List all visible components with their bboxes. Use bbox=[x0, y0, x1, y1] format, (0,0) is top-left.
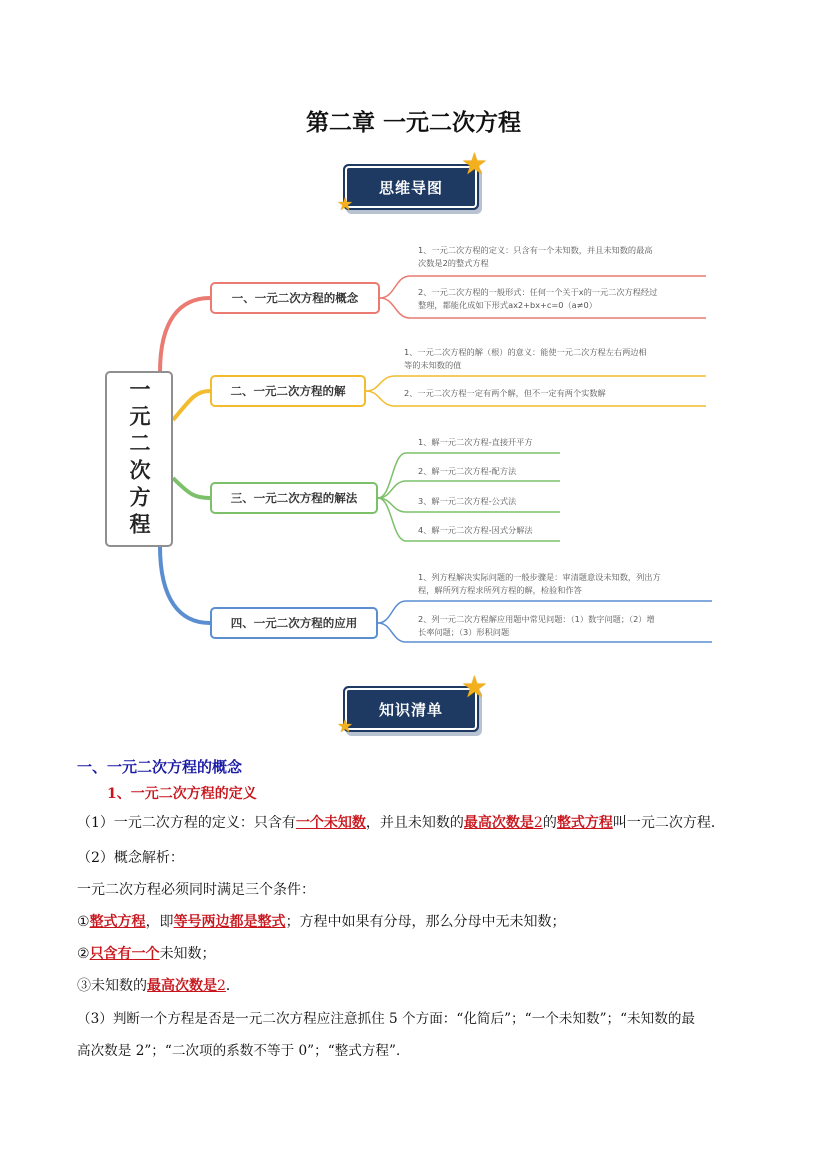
mindmap-leaf: 2、列一元二次方程解应用题中常见问题：（1）数字问题；（2）增 长率问题；（3）形积问题 bbox=[418, 614, 655, 637]
analysis-heading: （2）概念解析： bbox=[77, 850, 184, 866]
mindmap-branch-label: 三、一元二次方程的解法 bbox=[230, 491, 358, 505]
condition-1: ①整式方程，即等号两边都是整式；方程中如果有分母，那么分母中无未知数； bbox=[77, 914, 566, 930]
mindmap-leaf: 2、一元二次方程一定有两个解，但不一定有两个实数解 bbox=[404, 388, 606, 398]
mindmap-branch-label: 二、一元二次方程的解 bbox=[230, 384, 346, 398]
mindmap-branch-solution bbox=[210, 375, 366, 407]
mindmap-leaf: 3、解一元二次方程-公式法 bbox=[418, 496, 517, 506]
star-icon-small: ★ bbox=[337, 716, 354, 737]
judgement-paragraph: （3）判断一个方程是否是一元二次方程应注意抓住 5 个方面：“化简后”；“一个未知数”；“未知数的最 bbox=[77, 1011, 696, 1027]
mindmap-root bbox=[105, 371, 173, 547]
mindmap-branch-methods bbox=[210, 482, 378, 514]
mindmap-leaf: 2、解一元二次方程-配方法 bbox=[418, 466, 517, 476]
mindmap-leaf: 1、一元二次方程的解（根）的意义：能使一元二次方程左右两边相 等的未知数的值 bbox=[404, 347, 647, 370]
mindmap-root-label: 一元二次方程 bbox=[127, 378, 151, 540]
mindmap-leaf: 4、解一元二次方程-因式分解法 bbox=[418, 525, 533, 535]
condition-3: ③未知数的最高次数是2． bbox=[77, 978, 240, 994]
mindmap-leaf: 1、一元二次方程的定义：只含有一个未知数，并且未知数的最高 次数是2的整式方程 bbox=[418, 245, 653, 268]
star-icon: ★ bbox=[461, 670, 488, 705]
mindmap-leaf: 2、一元二次方程的一般形式：任何一个关于x的一元二次方程经过 整理，都能化成如下形式ax2+bx+c=0（a≠0） bbox=[418, 287, 658, 310]
mindmap-leaf: 1、解一元二次方程-直接开平方 bbox=[418, 437, 533, 447]
mindmap-branch-label: 四、一元二次方程的应用 bbox=[230, 616, 358, 630]
mindmap-badge-label: 思维导图 bbox=[378, 178, 443, 197]
conditions-intro: 一元二次方程必须同时满足三个条件： bbox=[77, 882, 315, 898]
subsection-heading: 1、一元二次方程的定义 bbox=[107, 786, 257, 802]
page-title: 第二章 一元二次方程 bbox=[305, 109, 521, 136]
judgement-paragraph-cont: 高次数是 2”；“二次项的系数不等于 0”；“整式方程”． bbox=[77, 1043, 410, 1059]
mindmap-branch-label: 一、一元二次方程的概念 bbox=[231, 291, 359, 305]
mindmap-leaf: 1、列方程解决实际问题的一般步骤是：审清题意设未知数，列出方 程，解所列方程求所列方程的解，检验和作答 bbox=[418, 572, 661, 595]
knowledge-badge bbox=[347, 690, 475, 728]
star-icon: ★ bbox=[461, 147, 488, 182]
condition-2: ②只含有一个未知数； bbox=[77, 946, 216, 962]
knowledge-badge-label: 知识清单 bbox=[378, 700, 443, 719]
definition-paragraph: （1）一元二次方程的定义：只含有一个未知数，并且未知数的最高次数是2的整式方程叫一元二次方程． bbox=[77, 815, 725, 831]
section-heading: 一、一元二次方程的概念 bbox=[77, 758, 243, 776]
mindmap-branch-concept bbox=[210, 282, 380, 314]
star-icon-small: ★ bbox=[337, 194, 354, 215]
mindmap-branch-application bbox=[210, 607, 378, 639]
